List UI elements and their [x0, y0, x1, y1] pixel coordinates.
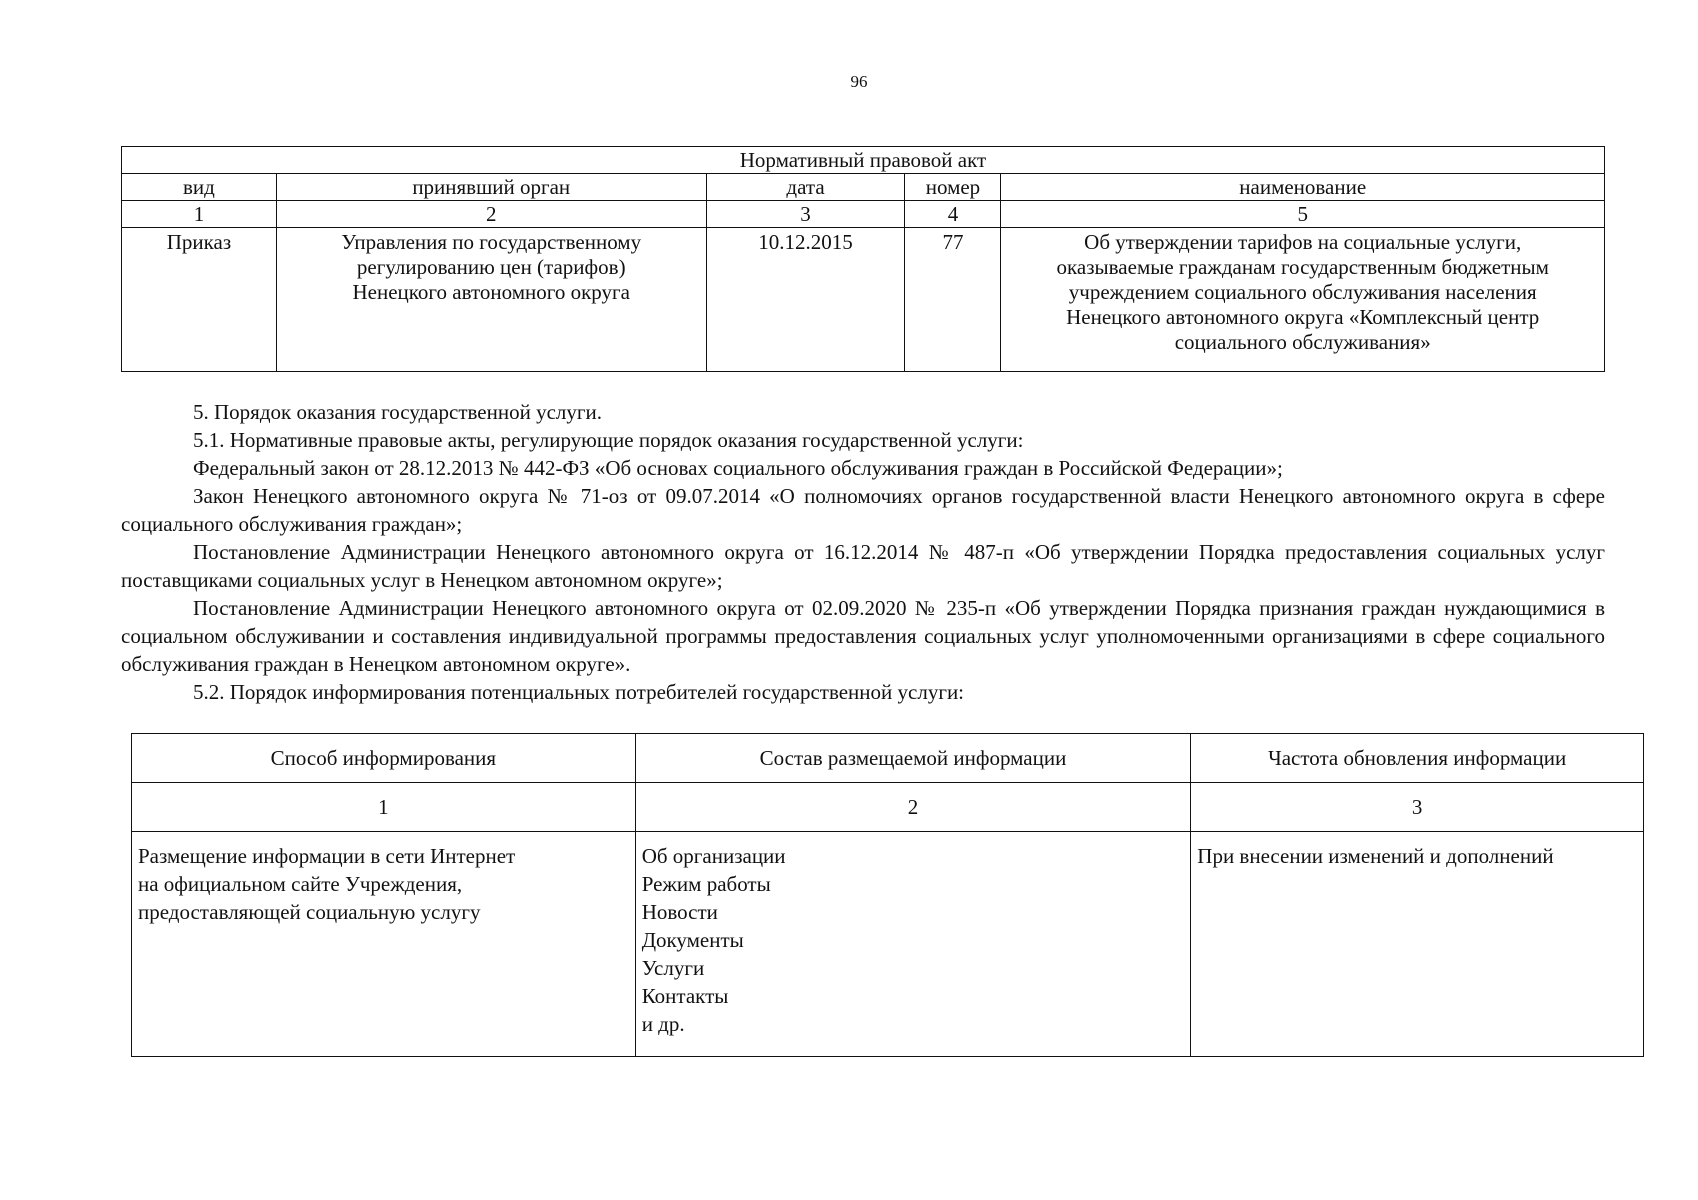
table2-header-method: Способ информирования [132, 734, 636, 783]
list-item: Новости [641, 900, 718, 924]
act-authority-line: регулированию цен (тарифов) [356, 255, 626, 279]
page-number: 96 [850, 72, 868, 91]
table2-colnum-1: 1 [132, 783, 636, 832]
table2-header-content: Состав размещаемой информации [635, 734, 1191, 783]
act-authority-line: Ненецкого автономного округа [352, 280, 630, 304]
subsection-heading: 5.2. Порядок информирования потенциальных потребителей государственной услуги: [193, 680, 965, 704]
informing-method [132, 832, 636, 1057]
informing-method-line: Размещение информации в сети Интернет [138, 844, 516, 868]
informing-method-line: на официальном сайте Учреждения, [138, 872, 463, 896]
list-item: и др. [641, 1012, 685, 1036]
table1-colnum-3: 3 [706, 201, 905, 228]
act-name-line: социального обслуживания» [1174, 330, 1431, 354]
act-name-line: Об утверждении тарифов на социальные услуги, [1084, 230, 1522, 254]
informing-content [635, 832, 1191, 1057]
informing-frequency: При внесении изменений и дополнений [1191, 832, 1644, 1057]
subsection-heading: 5.1. Нормативные правовые акты, регулирующие порядок оказания государственной услуги: [193, 428, 1024, 452]
law-federal: Федеральный закон от 28.12.2013 № 442-ФЗ «Об основах социального обслуживания граждан в Российской Федерации»; [193, 456, 1283, 480]
act-name-line: Ненецкого автономного округа «Комплексный центр [1066, 305, 1540, 329]
list-item: Услуги [641, 956, 705, 980]
list-item: Режим работы [641, 872, 771, 896]
act-number: 77 [905, 228, 1001, 372]
body-text [121, 398, 1605, 706]
table2-colnum-2: 2 [635, 783, 1191, 832]
act-name-line: оказываемые гражданам государственным бюджетным [1056, 255, 1549, 279]
act-date: 10.12.2015 [706, 228, 905, 372]
table1-colnum-4: 4 [905, 201, 1001, 228]
table-row [132, 832, 1644, 1057]
table1-header-date: дата [706, 174, 905, 201]
table1-colnum-1: 1 [122, 201, 277, 228]
table2-colnum-3: 3 [1191, 783, 1644, 832]
act-name-line: учреждением социального обслуживания населения [1068, 280, 1537, 304]
legal-acts-table [121, 146, 1605, 372]
resolution-235: Постановление Администрации Ненецкого автономного округа от 02.09.2020 № 235-п «Об утверждении Порядка признания граждан нуждающимися в социальном обслуживании и составления индивидуальной программы предоставления социальных услуг уполномоченными организациями в сфере социального обслуживания граждан в Ненецком автономном округе». [121, 596, 1605, 676]
informing-table [131, 733, 1644, 1057]
table1-colnum-2: 2 [276, 201, 706, 228]
act-authority [276, 228, 706, 372]
table1-colnum-5: 5 [1001, 201, 1605, 228]
section-heading: 5. Порядок оказания государственной услуги. [193, 400, 602, 424]
table1-title: Нормативный правовой акт [122, 147, 1605, 174]
resolution-487: Постановление Администрации Ненецкого автономного округа от 16.12.2014 № 487-п «Об утверждении Порядка предоставления социальных услуг поставщиками социальных услуг в Ненецком автономном округе»; [121, 540, 1605, 592]
law-regional: Закон Ненецкого автономного округа № 71-оз от 09.07.2014 «О полномочиях органов государственной власти Ненецкого автономного округа в сфере социального обслуживания граждан»; [121, 484, 1605, 536]
list-item: Об организации [641, 844, 786, 868]
table1-header-name: наименование [1001, 174, 1605, 201]
table1-header-type: вид [122, 174, 277, 201]
table2-header-frequency: Частота обновления информации [1191, 734, 1644, 783]
informing-method-line: предоставляющей социальную услугу [138, 900, 481, 924]
table-row [122, 228, 1605, 372]
list-item: Контакты [641, 984, 729, 1008]
act-type: Приказ [122, 228, 277, 372]
table1-header-number: номер [905, 174, 1001, 201]
act-authority-line: Управления по государственному [341, 230, 642, 254]
table1-header-authority: принявший орган [276, 174, 706, 201]
list-item: Документы [641, 928, 744, 952]
act-name [1001, 228, 1605, 372]
